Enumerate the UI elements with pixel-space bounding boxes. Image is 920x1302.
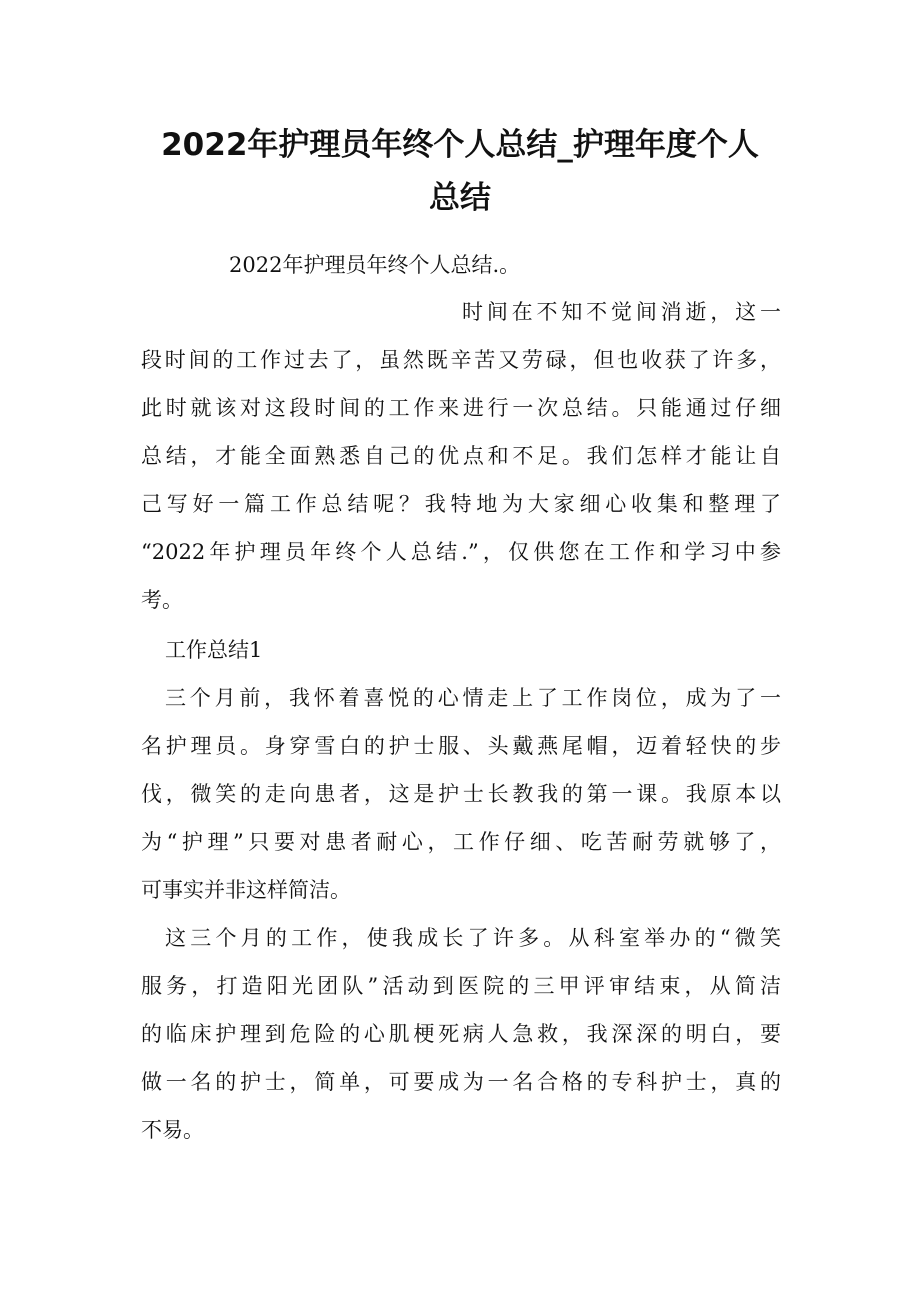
- subtitle: 2022年护理员年终个人总结.。: [229, 253, 521, 277]
- paragraph-line: 不易。: [141, 1118, 204, 1142]
- intro-line: 考。: [141, 588, 183, 612]
- intro-line: 总结，才能全面熟悉自己的优点和不足。我们怎样才能让自: [141, 444, 781, 468]
- document-title-line-2: 总结: [429, 180, 491, 216]
- paragraph-line: 服务，打造阳光团队”活动到医院的三甲评审结束，从简洁: [141, 974, 781, 998]
- document-title-line-1: 2022年护理员年终个人总结_护理年度个人: [161, 127, 759, 163]
- paragraph-line: 为“护理”只要对患者耐心，工作仔细、吃苦耐劳就够了，: [141, 830, 781, 854]
- paragraph-line: 做一名的护士，简单，可要成为一名合格的专科护士，真的: [141, 1070, 781, 1094]
- paragraph-line: 三个月前，我怀着喜悦的心情走上了工作岗位，成为了一: [165, 686, 781, 710]
- paragraph-line: 可事实并非这样简洁。: [141, 878, 351, 902]
- intro-line: 己写好一篇工作总结呢？我特地为大家细心收集和整理了: [141, 492, 781, 516]
- paragraph-line: 伐，微笑的走向患者，这是护士长教我的第一课。我原本以: [141, 782, 781, 806]
- intro-line: 段时间的工作过去了，虽然既辛苦又劳碌，但也收获了许多，: [141, 348, 781, 372]
- intro-line: 此时就该对这段时间的工作来进行一次总结。只能通过仔细: [141, 396, 781, 420]
- paragraph-line: 名护理员。身穿雪白的护士服、头戴燕尾帽，迈着轻快的步: [141, 734, 781, 758]
- intro-line: 时间在不知不觉间消逝，这一: [462, 300, 781, 324]
- paragraph-line: 的临床护理到危险的心肌梗死病人急救，我深深的明白，要: [141, 1022, 781, 1046]
- section-heading: 工作总结1: [165, 638, 263, 662]
- paragraph-line: 这三个月的工作，使我成长了许多。从科室举办的“微笑: [165, 926, 781, 950]
- intro-line: “2022年护理员年终个人总结.”，仅供您在工作和学习中参: [141, 540, 781, 564]
